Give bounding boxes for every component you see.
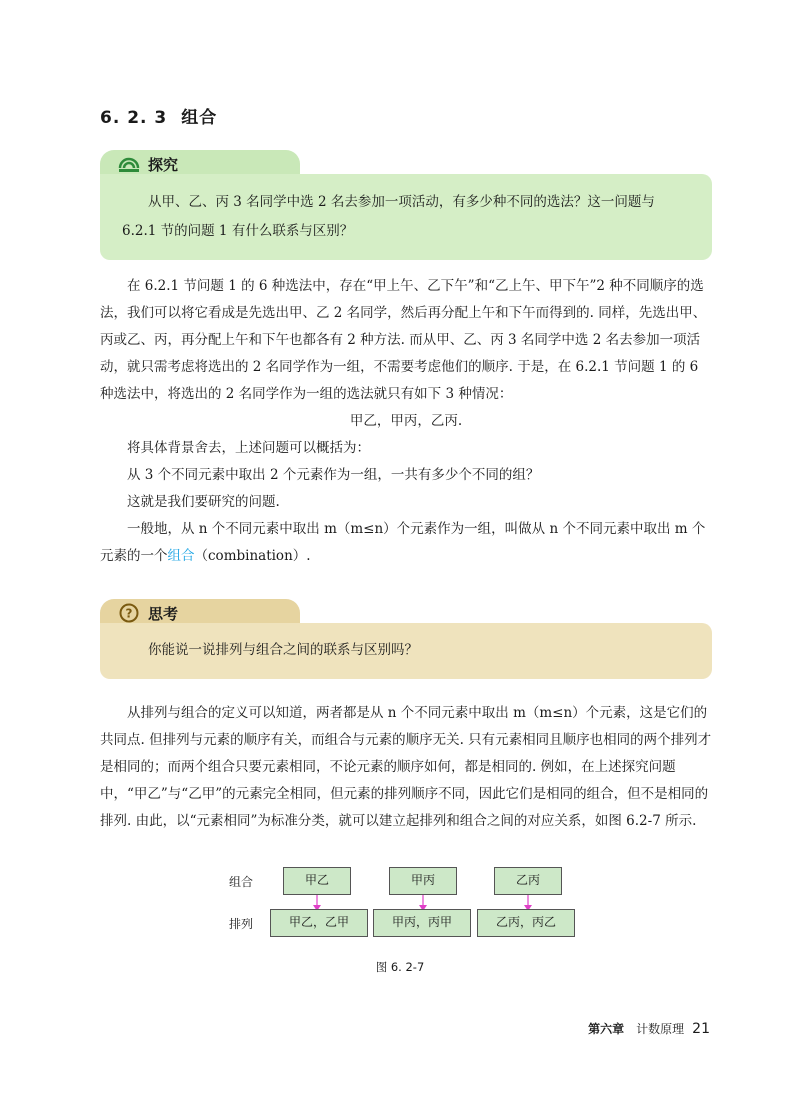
combo-cell: 甲丙 bbox=[389, 867, 457, 895]
definition-paragraph bbox=[100, 516, 712, 570]
section-number: 6. 2. 3 bbox=[100, 108, 168, 128]
combo-cell: 乙丙 bbox=[494, 867, 562, 895]
explore-body bbox=[100, 174, 712, 260]
explore-label: 探究 bbox=[148, 156, 179, 174]
think-label: 思考 bbox=[148, 605, 179, 623]
question-icon bbox=[118, 603, 140, 623]
main-paragraph-2: 将具体背景舍去，上述问题可以概括为： bbox=[127, 440, 370, 456]
footer-chapter: 第六章 bbox=[588, 1022, 625, 1036]
main-formula: 甲乙，甲丙，乙丙. bbox=[349, 413, 463, 429]
think-body bbox=[100, 623, 712, 679]
figure-caption: 图 6. 2-7 bbox=[375, 960, 425, 974]
think-text: 你能说一说排列与组合之间的联系与区别吗？ bbox=[148, 642, 418, 658]
figure-perm-row-label: 排列 bbox=[229, 917, 254, 931]
main-paragraph-4: 这就是我们要研究的问题. bbox=[127, 494, 280, 510]
main-paragraph-3: 从 3 个不同元素中取出 2 个元素作为一组，一共有多少个不同的组？ bbox=[127, 467, 540, 483]
perm-cell: 乙丙，丙乙 bbox=[477, 909, 575, 937]
page-number: 21 bbox=[692, 1021, 710, 1037]
section-title bbox=[100, 103, 217, 128]
perm-cell: 甲乙，乙甲 bbox=[270, 909, 368, 937]
perm-cell: 甲丙，丙甲 bbox=[373, 909, 471, 937]
section-name: 组合 bbox=[181, 108, 218, 128]
explore-icon bbox=[118, 154, 140, 174]
main-text bbox=[100, 273, 712, 570]
footer-chapter-title: 计数原理 bbox=[636, 1022, 685, 1036]
definition-post: （combination）. bbox=[194, 548, 311, 564]
analysis-text bbox=[100, 700, 712, 835]
svg-text:?: ? bbox=[125, 606, 133, 621]
main-paragraph-1: 在 6.2.1 节问题 1 的 6 种选法中，存在“甲上午、乙下午”和“乙上午、甲下午”2 种不同顺序的选法，我们可以将它看成是先选出甲、乙 2 名同学，然后再分配上午和下午而得到的. 同样，先选出甲、丙或乙、丙，再分配上午和下午也都各有 2 种方法. 而从甲、乙、丙 3 名同学中选 2 名去参加一项活动，就只需考虑将选出的 2 名同学作为一组，不需要考虑他们的顺序. 于是，在 6.2.1 节问题 1 的 6 种选法中，将选出的 2 名同学作为一组的选法就只有如下 3 种情况： bbox=[100, 278, 707, 402]
analysis-paragraph: 从排列与组合的定义可以知道，两者都是从 n 个不同元素中取出 m（m≤n）个元素，这是它们的共同点. 但排列与元素的顺序有关，而组合与元素的顺序无关. 只有元素相同且顺序也相同的两个排列才是相同的；而两个组合只要元素相同，不论元素的顺序如何，都是相同的. 例如，在上述探究问题中，“甲乙”与“乙甲”的元素完全相同，但元素的排列顺序不同，因此它们是相同的组合，但不是相同的排列. 由此，以“元素相同”为标准分类，就可以建立起排列和组合之间的对应关系，如图 6.2-7 所示. bbox=[100, 705, 712, 829]
definition-pre: 一般地，从 n 个不同元素中取出 m（m≤n）个元素作为一组，叫做从 n 个不同元素中取出 m 个元素的一个 bbox=[100, 521, 706, 564]
definition-keyword: 组合 bbox=[167, 548, 195, 564]
explore-box bbox=[100, 150, 712, 260]
page-footer bbox=[588, 1020, 710, 1037]
explore-text: 从甲、乙、丙 3 名同学中选 2 名去参加一项活动，有多少种不同的选法？这一问题与 6.2.1 节的问题 1 有什么联系与区别？ bbox=[122, 194, 655, 239]
figure-combo-row-label: 组合 bbox=[229, 875, 254, 889]
combo-cell: 甲乙 bbox=[283, 867, 351, 895]
think-box bbox=[100, 599, 712, 679]
